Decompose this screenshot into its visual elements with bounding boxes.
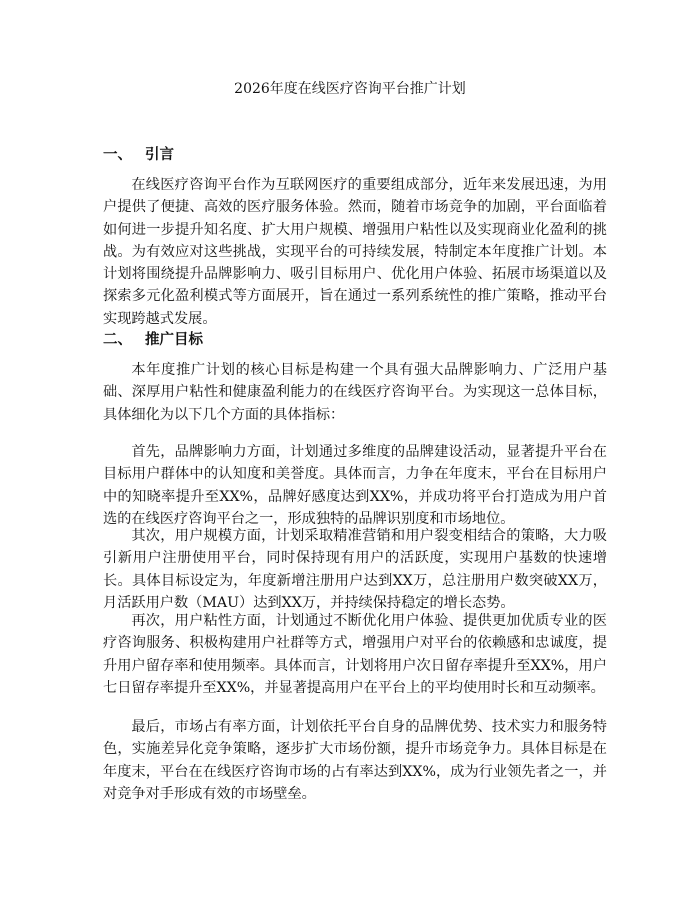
paragraph-brand-influence: 首先，品牌影响力方面，计划通过多维度的品牌建设活动，显著提升平台在目标用户群体中的认知度和美誉度。具体而言，力争在年度末，平台在目标用户中的知晓率提升至XX%，品牌好感度达到XX%，并成功将平台打造成为用户首选的在线医疗咨询平台之一，形成独特的品牌识别度和市场地位。 bbox=[103, 444, 607, 527]
paragraph-introduction: 在线医疗咨询平台作为互联网医疗的重要组成部分，近年来发展迅速，为用户提供了便捷、高效的医疗服务体验。然而，随着市场竞争的加剧，平台面临着如何进一步提升知名度、扩大用户规模、增强用户粘性以及实现商业化盈利的挑战。为有效应对这些挑战，实现平台的可持续发展，特制定本年度推广计划。本计划将围绕提升品牌影响力、吸引目标用户、优化用户体验、拓展市场渠道以及探索多元化盈利模式等方面展开，旨在通过一系列系统性的推广策略，推动平台实现跨越式发展。 bbox=[103, 177, 607, 327]
section-number: 二、 bbox=[103, 331, 132, 348]
paragraph-user-stickiness: 再次，用户粘性方面，计划通过不断优化用户体验、提供更加优质专业的医疗咨询服务、积极构建用户社群等方式，增强用户对平台的依赖感和忠诚度，提升用户留存率和使用频率。具体而言，计划将用户次日留存率提升至XX%，用户七日留存率提升至XX%，并显著提高用户在平台上的平均使用时长和互动频率。 bbox=[103, 613, 607, 696]
document-title: 2026年度在线医疗咨询平台推广计划 bbox=[234, 81, 466, 97]
paragraph-market-share: 最后，市场占有率方面，计划依托平台自身的品牌优势、技术实力和服务特色，实施差异化竞争策略，逐步扩大市场份额，提升市场竞争力。具体目标是在年度末，平台在在线医疗咨询市场的占有率达到XX%，成为行业领先者之一，并对竞争对手形成有效的市场壁垒。 bbox=[103, 719, 607, 802]
paragraph-goals-overview: 本年度推广计划的核心目标是构建一个具有强大品牌影响力、广泛用户基础、深厚用户粘性和健康盈利能力的在线医疗咨询平台。为实现这一总体目标，具体细化为以下几个方面的具体指标： bbox=[103, 362, 607, 423]
section-title: 引言 bbox=[145, 146, 174, 163]
section-heading-introduction bbox=[103, 145, 174, 165]
section-number: 一、 bbox=[103, 146, 132, 163]
section-heading-goals bbox=[103, 330, 203, 350]
section-title: 推广目标 bbox=[145, 331, 203, 348]
paragraph-user-scale: 其次，用户规模方面，计划采取精准营销和用户裂变相结合的策略，大力吸引新用户注册使用平台，同时保持现有用户的活跃度，实现用户基数的快速增长。具体目标设定为，年度新增注册用户达到XX万，总注册用户数突破XX万，月活跃用户数（MAU）达到XX万，并持续保持稳定的增长态势。 bbox=[103, 528, 607, 611]
